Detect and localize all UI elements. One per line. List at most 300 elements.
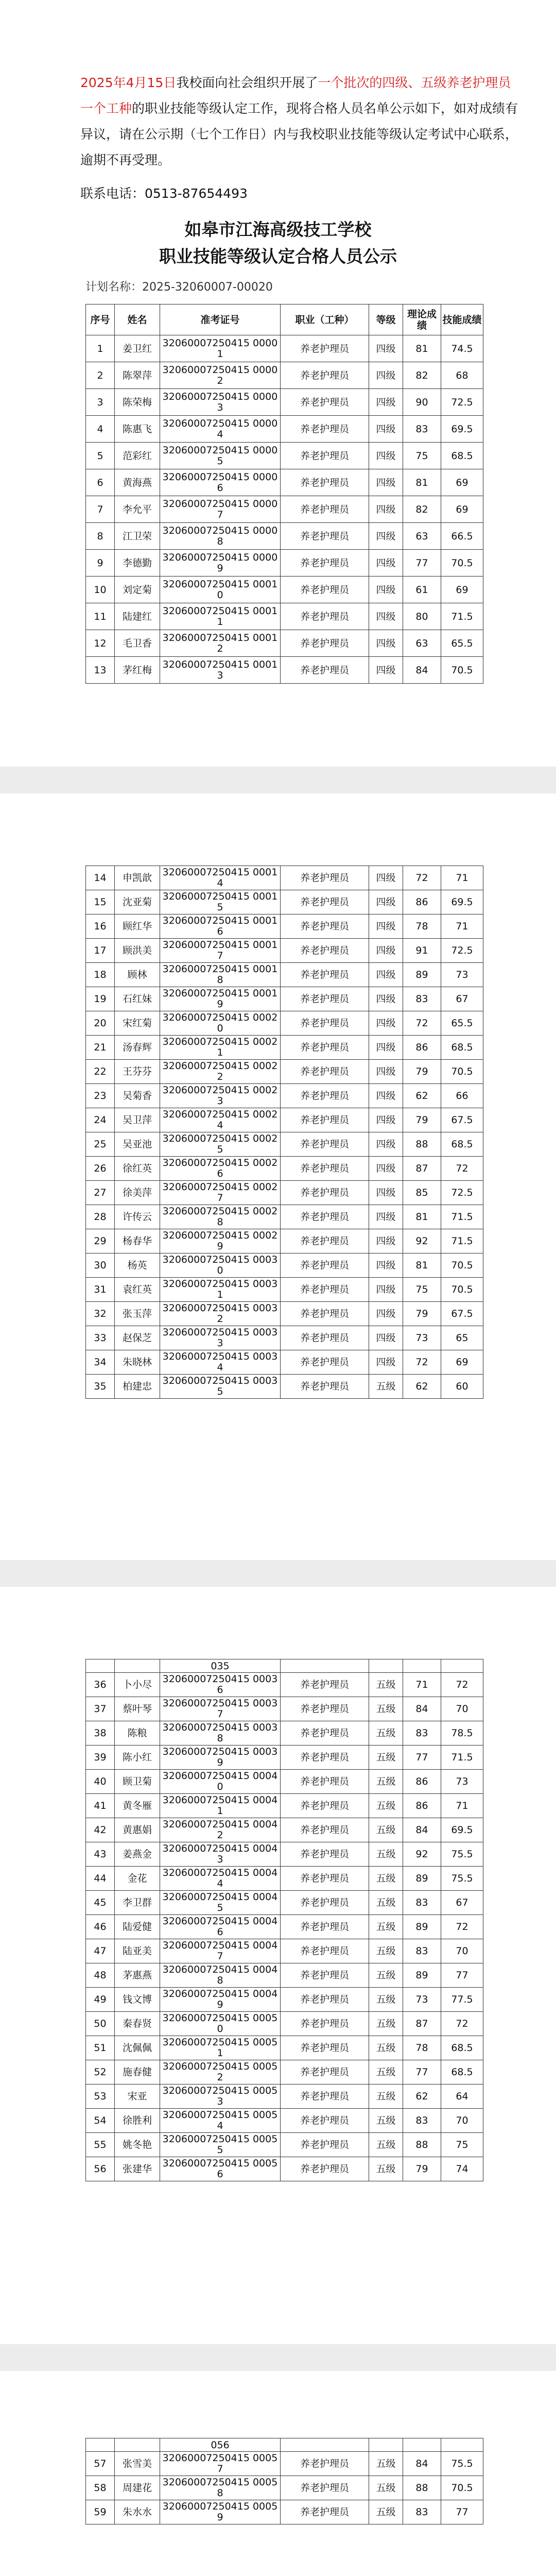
cell-name: 沈亚菊 [115,890,160,914]
table-row [86,630,483,657]
cell-name: 张雪美 [115,2452,160,2476]
cell-level: 五级 [369,1673,403,1697]
cell-seq: 8 [86,523,115,550]
table-row-continuation [86,1659,483,1673]
table-row [86,914,483,939]
cell-seq: 10 [86,577,115,603]
table-row [86,1818,483,1842]
cell-theory: 86 [403,1794,441,1818]
cell-cert: 32060007250415 00037 [160,1697,281,1721]
cell-job: 养老护理员 [281,2060,369,2084]
cell-cert: 32060007250415 00004 [160,416,281,443]
cell-level: 四级 [369,939,403,963]
cell-theory: 77 [403,1745,441,1770]
table-row [86,2500,483,2524]
cell-job: 养老护理员 [281,469,369,496]
cell-theory: 82 [403,362,441,389]
cell-theory: 81 [403,335,441,362]
cell-cert: 32060007250415 00038 [160,1721,281,1745]
cell-cert: 32060007250415 00010 [160,577,281,603]
cell-job: 养老护理员 [281,1375,369,1399]
cell-skill: 71 [441,914,483,939]
cell-skill: 65 [441,1326,483,1350]
cell-level: 四级 [369,362,403,389]
cell-name: 姚冬艳 [115,2133,160,2157]
cell-level: 四级 [369,963,403,987]
cell-theory: 92 [403,1229,441,1253]
cell-seq: 2 [86,362,115,389]
cell-name: 汤春辉 [115,1036,160,1060]
cell-job: 养老护理员 [281,2012,369,2036]
cell-cert: 32060007250415 00050 [160,2012,281,2036]
cell-name: 朱水水 [115,2500,160,2524]
table-row [86,1842,483,1867]
cell-seq: 18 [86,963,115,987]
results-table-page-3 [85,1659,483,2181]
table-row [86,1229,483,1253]
table-row [86,1745,483,1770]
cell-seq: 41 [86,1794,115,1818]
table-row [86,866,483,890]
cell-job: 养老护理员 [281,1132,369,1157]
cell-cert: 056 [160,2438,281,2452]
cell-skill: 75.5 [441,1867,483,1891]
cell-cert: 32060007250415 00009 [160,550,281,577]
cell-seq: 24 [86,1108,115,1132]
header-job: 职业（工种） [281,304,369,335]
cell-job: 养老护理员 [281,1939,369,1963]
cell-level: 五级 [369,1842,403,1867]
cell-job: 养老护理员 [281,1697,369,1721]
table-row [86,550,483,577]
cell-job: 养老护理员 [281,416,369,443]
cell-job: 养老护理员 [281,1205,369,1229]
cell-seq: 49 [86,1988,115,2012]
cell-level: 五级 [369,1867,403,1891]
cell-name: 江卫荣 [115,523,160,550]
cell-name: 王芬芬 [115,1060,160,1084]
school-name: 如皋市江海高级技工学校 [184,219,372,240]
header-name: 姓名 [115,304,160,335]
cell-level: 四级 [369,1084,403,1108]
cell-cert: 32060007250415 00058 [160,2476,281,2500]
cell-seq: 50 [86,2012,115,2036]
table-row [86,603,483,630]
table-row [86,1278,483,1302]
table-row [86,1794,483,1818]
cell-cert: 32060007250415 00022 [160,1060,281,1084]
cell-name: 陈粮 [115,1721,160,1745]
cell-skill: 70 [441,2109,483,2133]
cell-name: 吴卫萍 [115,1108,160,1132]
table-row [86,1770,483,1794]
cell-skill: 71 [441,1794,483,1818]
table-row [86,416,483,443]
cell-cert: 32060007250415 00006 [160,469,281,496]
cell-skill: 68.5 [441,443,483,469]
cell-skill: 68.5 [441,1036,483,1060]
cell-seq: 9 [86,550,115,577]
cell-theory: 75 [403,1278,441,1302]
cell-job: 养老护理员 [281,1915,369,1939]
cell-name: 宋红菊 [115,1011,160,1036]
page-1 [0,0,556,767]
results-table-page-4 [85,2438,483,2524]
cell-level: 五级 [369,1770,403,1794]
cell-theory: 84 [403,2452,441,2476]
cell-name: 金花 [115,1867,160,1891]
table-row [86,2036,483,2060]
cell-theory: 83 [403,416,441,443]
cell-level: 五级 [369,1963,403,1988]
cell-seq [86,1659,115,1673]
cell-seq: 35 [86,1375,115,1399]
cell-cert: 32060007250415 00030 [160,1253,281,1278]
cell-skill: 69 [441,1350,483,1375]
table-row [86,2157,483,2181]
cell-seq: 15 [86,890,115,914]
table-row [86,523,483,550]
table-row [86,1891,483,1915]
cell-cert: 32060007250415 00019 [160,987,281,1011]
header-skill: 技能成绩 [441,304,483,335]
cell-cert: 32060007250415 00047 [160,1939,281,1963]
cell-theory [403,1659,441,1673]
cell-cert: 32060007250415 00026 [160,1157,281,1181]
cell-level: 五级 [369,1697,403,1721]
cell-skill: 71.5 [441,1745,483,1770]
cell-seq: 43 [86,1842,115,1867]
cell-skill: 65.5 [441,1011,483,1036]
cell-job: 养老护理员 [281,2133,369,2157]
table-row [86,2109,483,2133]
cell-cert: 32060007250415 00053 [160,2084,281,2109]
cell-job: 养老护理员 [281,335,369,362]
cell-cert: 32060007250415 00023 [160,1084,281,1108]
cell-skill: 64 [441,2084,483,2109]
cell-level: 四级 [369,496,403,523]
cell-theory: 79 [403,2157,441,2181]
cell-job [281,2438,369,2452]
cell-seq: 22 [86,1060,115,1084]
cell-skill: 69.5 [441,890,483,914]
cell-level: 四级 [369,914,403,939]
table-row [86,987,483,1011]
cell-seq: 45 [86,1891,115,1915]
cell-name: 陈翠萍 [115,362,160,389]
table-header-row [86,304,483,335]
cell-cert: 32060007250415 00035 [160,1375,281,1399]
cell-name: 刘定菊 [115,577,160,603]
cell-level: 五级 [369,1794,403,1818]
cell-theory: 83 [403,1939,441,1963]
cell-name: 赵保芝 [115,1326,160,1350]
cell-name: 顾洪美 [115,939,160,963]
cell-theory: 72 [403,1350,441,1375]
cell-job: 养老护理员 [281,657,369,684]
cell-name: 宋亚 [115,2084,160,2109]
cell-theory: 85 [403,1181,441,1205]
cell-theory: 79 [403,1108,441,1132]
contact-phone: 联系电话：0513-87654493 [80,186,248,201]
cell-seq: 20 [86,1011,115,1036]
cell-job: 养老护理员 [281,1036,369,1060]
cell-name [115,1659,160,1673]
cell-skill: 70.5 [441,1278,483,1302]
table-row [86,1375,483,1399]
table-row [86,1721,483,1745]
cell-name: 陆亚美 [115,1939,160,1963]
cell-name: 茅红梅 [115,657,160,684]
cell-skill: 72 [441,1915,483,1939]
cell-theory: 77 [403,2060,441,2084]
cell-seq: 38 [86,1721,115,1745]
cell-seq: 32 [86,1302,115,1326]
cell-cert: 32060007250415 00016 [160,914,281,939]
cell-cert: 32060007250415 00040 [160,1770,281,1794]
cell-name: 钱文博 [115,1988,160,2012]
table-row [86,1326,483,1350]
cell-theory: 83 [403,987,441,1011]
cell-cert: 32060007250415 00017 [160,939,281,963]
cell-skill: 77 [441,2500,483,2524]
cell-skill: 68.5 [441,2036,483,2060]
cell-seq: 37 [86,1697,115,1721]
table-row [86,1132,483,1157]
cell-theory: 78 [403,2036,441,2060]
cell-seq: 48 [86,1963,115,1988]
cell-theory: 88 [403,1132,441,1157]
cell-skill [441,1659,483,1673]
cell-name: 卜小尽 [115,1673,160,1697]
cell-cert: 32060007250415 00039 [160,1745,281,1770]
cell-theory: 83 [403,2109,441,2133]
cell-seq: 5 [86,443,115,469]
cell-theory: 72 [403,1011,441,1036]
cell-cert: 32060007250415 00015 [160,890,281,914]
cell-job: 养老护理员 [281,1157,369,1181]
cell-theory: 91 [403,939,441,963]
cell-theory: 89 [403,963,441,987]
cell-theory: 81 [403,1253,441,1278]
cell-level: 五级 [369,2109,403,2133]
cell-job: 养老护理员 [281,1011,369,1036]
cell-job: 养老护理员 [281,1302,369,1326]
cell-skill: 66.5 [441,523,483,550]
cell-name: 茅惠燕 [115,1963,160,1988]
table-row [86,469,483,496]
table-row [86,939,483,963]
cell-cert: 32060007250415 00011 [160,603,281,630]
cell-theory [403,2438,441,2452]
cell-skill: 70.5 [441,657,483,684]
cell-seq: 44 [86,1867,115,1891]
cell-level: 四级 [369,1157,403,1181]
table-row [86,1350,483,1375]
page-3 [0,1587,556,2344]
cell-level: 四级 [369,1302,403,1326]
table-row [86,1157,483,1181]
cell-level: 四级 [369,550,403,577]
cell-level: 四级 [369,443,403,469]
table-row [86,1302,483,1326]
cell-job: 养老护理员 [281,890,369,914]
table-row [86,1108,483,1132]
cell-theory: 92 [403,1842,441,1867]
cell-seq: 46 [86,1915,115,1939]
cell-level: 四级 [369,1181,403,1205]
cell-theory: 87 [403,2012,441,2036]
cell-skill: 69.5 [441,416,483,443]
cell-job: 养老护理员 [281,389,369,416]
cell-skill: 72.5 [441,389,483,416]
cell-cert: 32060007250415 00033 [160,1326,281,1350]
cell-seq: 29 [86,1229,115,1253]
cell-name: 许传云 [115,1205,160,1229]
cell-level: 四级 [369,389,403,416]
cell-job [281,1659,369,1673]
cell-level: 四级 [369,416,403,443]
cell-name: 周建花 [115,2476,160,2500]
cell-level: 五级 [369,2157,403,2181]
cell-job: 养老护理员 [281,577,369,603]
cell-job: 养老护理员 [281,1963,369,1988]
cell-theory: 77 [403,550,441,577]
page-separator [0,767,556,793]
cell-job: 养老护理员 [281,1060,369,1084]
table-row [86,1939,483,1963]
cell-theory: 62 [403,1375,441,1399]
cell-job: 养老护理员 [281,2452,369,2476]
cell-name: 徐胜利 [115,2109,160,2133]
cell-skill: 66 [441,1084,483,1108]
table-row [86,1697,483,1721]
cell-job: 养老护理员 [281,2109,369,2133]
cell-theory: 63 [403,630,441,657]
cell-cert: 32060007250415 00020 [160,1011,281,1036]
cell-level: 五级 [369,2452,403,2476]
cell-seq: 28 [86,1205,115,1229]
cell-cert: 32060007250415 00005 [160,443,281,469]
cell-name: 李德勤 [115,550,160,577]
cell-theory: 88 [403,2133,441,2157]
notice-date: 2025年4月15日 [80,75,177,90]
cell-seq: 47 [86,1939,115,1963]
cell-skill: 75.5 [441,2452,483,2476]
plan-number: 计划名称：2025-32060007-00020 [85,281,273,294]
cell-level: 四级 [369,987,403,1011]
cell-job: 养老护理员 [281,603,369,630]
cell-level: 五级 [369,2036,403,2060]
table-row [86,443,483,469]
cell-job: 养老护理员 [281,1867,369,1891]
cell-level: 四级 [369,1036,403,1060]
cell-theory: 83 [403,1721,441,1745]
cell-cert: 32060007250415 00059 [160,2500,281,2524]
cell-cert: 32060007250415 00044 [160,1867,281,1891]
table-row [86,1673,483,1697]
cell-seq: 16 [86,914,115,939]
cell-name: 蔡叶琴 [115,1697,160,1721]
page-2 [0,793,556,1560]
cell-cert: 32060007250415 00025 [160,1132,281,1157]
cell-job: 养老护理员 [281,1108,369,1132]
table-row [86,362,483,389]
cell-job: 养老护理员 [281,523,369,550]
cell-cert: 32060007250415 00036 [160,1673,281,1697]
header-seq: 序号 [86,304,115,335]
cell-name: 顾卫菊 [115,1770,160,1794]
cell-level: 五级 [369,2060,403,2084]
cell-name: 顾红华 [115,914,160,939]
cell-name: 毛卫香 [115,630,160,657]
cell-theory: 88 [403,2476,441,2500]
cell-theory: 62 [403,1084,441,1108]
cell-cert: 32060007250415 00054 [160,2109,281,2133]
cell-skill: 78.5 [441,1721,483,1745]
cell-theory: 89 [403,1867,441,1891]
page-separator [0,2344,556,2371]
cell-skill [441,2438,483,2452]
cell-name: 徐红英 [115,1157,160,1181]
cell-seq: 17 [86,939,115,963]
cell-seq: 21 [86,1036,115,1060]
cell-theory: 72 [403,866,441,890]
cell-name: 陈荣梅 [115,389,160,416]
cell-theory: 73 [403,1326,441,1350]
cell-theory: 81 [403,1205,441,1229]
cell-cert: 32060007250415 00046 [160,1915,281,1939]
cell-name: 沈佩佩 [115,2036,160,2060]
cell-job: 养老护理员 [281,1891,369,1915]
cell-name [115,2438,160,2452]
cell-seq: 7 [86,496,115,523]
cell-cert: 32060007250415 00055 [160,2133,281,2157]
cell-name: 黄海燕 [115,469,160,496]
cell-level: 五级 [369,2012,403,2036]
cell-seq: 6 [86,469,115,496]
table-row [86,1036,483,1060]
cell-cert: 32060007250415 00057 [160,2452,281,2476]
cell-cert: 32060007250415 00024 [160,1108,281,1132]
cell-job: 养老护理员 [281,2157,369,2181]
table-row [86,657,483,684]
cell-seq: 39 [86,1745,115,1770]
cell-skill: 72.5 [441,1181,483,1205]
cell-skill: 70.5 [441,550,483,577]
table-row [86,2452,483,2476]
cell-theory: 84 [403,1697,441,1721]
cell-theory: 71 [403,1673,441,1697]
cell-seq: 1 [86,335,115,362]
cell-skill: 67 [441,1891,483,1915]
cell-name: 张建华 [115,2157,160,2181]
cell-name: 吴菊香 [115,1084,160,1108]
cell-theory: 62 [403,2084,441,2109]
cell-theory: 83 [403,2500,441,2524]
cell-skill: 70.5 [441,2476,483,2500]
cell-theory: 86 [403,1036,441,1060]
cell-level: 五级 [369,1721,403,1745]
cell-skill: 72 [441,1673,483,1697]
cell-level: 五级 [369,1745,403,1770]
cell-cert: 32060007250415 00001 [160,335,281,362]
cell-level: 四级 [369,335,403,362]
cell-seq [86,2438,115,2452]
results-table-page-1 [85,304,483,684]
cell-level: 五级 [369,2084,403,2109]
cell-cert: 035 [160,1659,281,1673]
